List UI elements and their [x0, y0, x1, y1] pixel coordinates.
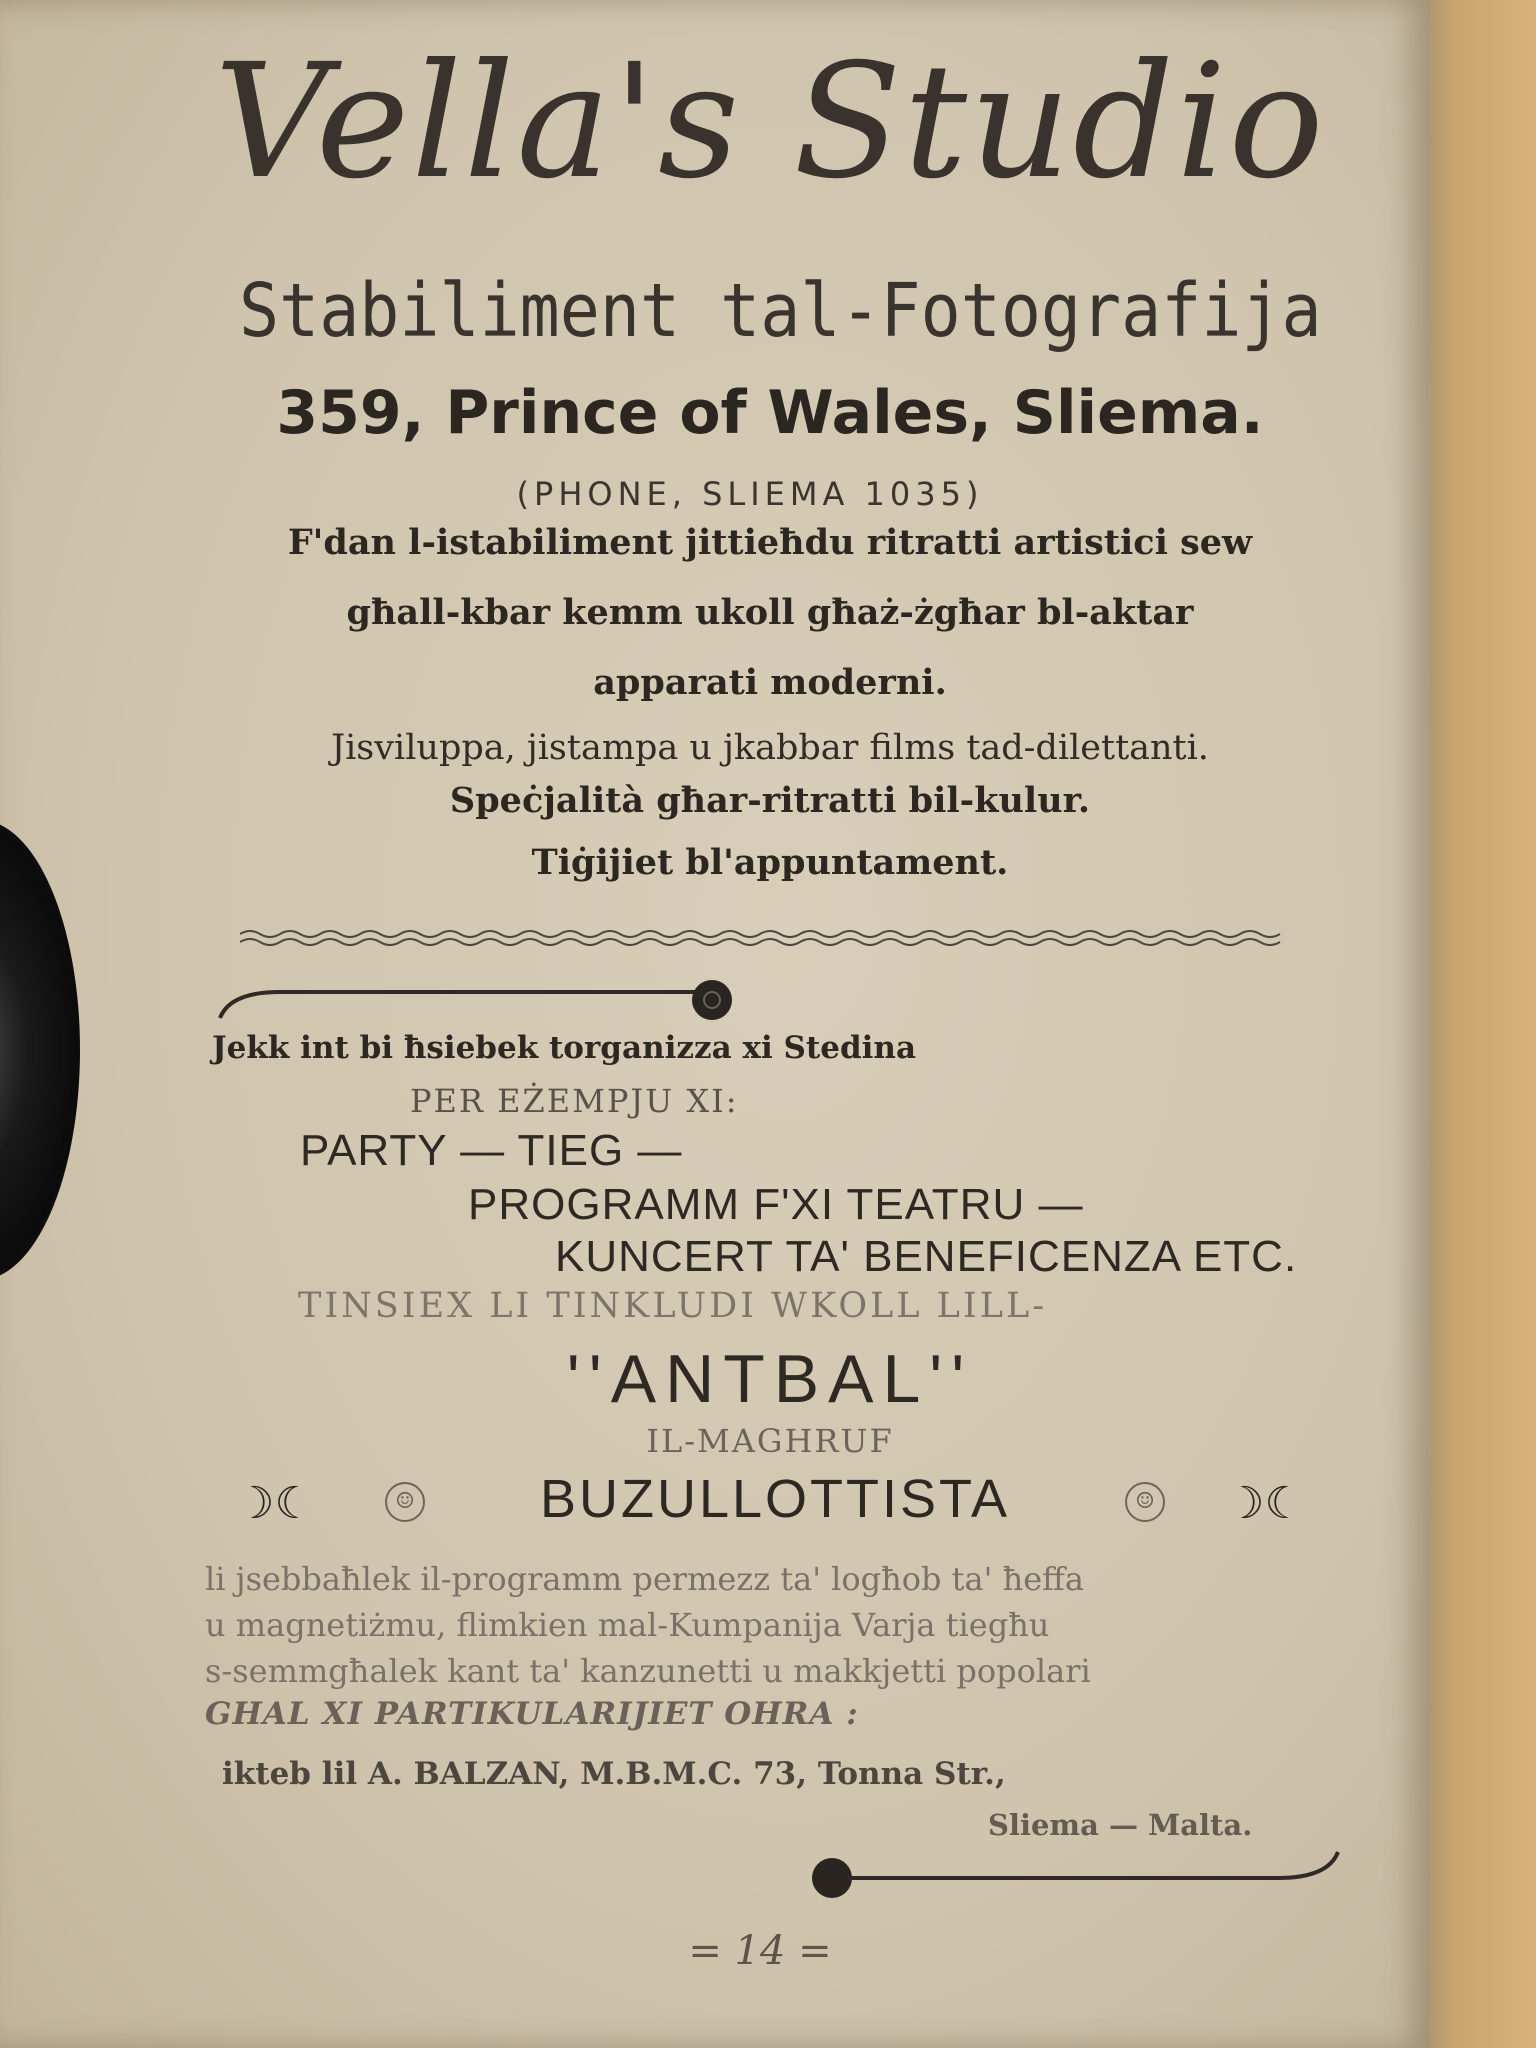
- advert-name: ''ANTBAL'': [566, 1341, 974, 1417]
- advert-tinsiex: TINSIEX LI TINKLUDI WKOLL LILL-: [298, 1286, 1048, 1326]
- crescent-moons-icon: ☽☾: [235, 1478, 314, 1529]
- studio-title: Vella's Studio: [214, 30, 1326, 214]
- studio-line-4: Jisviluppa, jistampa u jkabbar films tad-dilettanti.: [331, 728, 1209, 768]
- studio-address: 359, Prince of Wales, Sliema.: [276, 378, 1264, 448]
- advert-example: PER EŻEMPJU XI:: [410, 1082, 739, 1120]
- studio-line-6: Tiġijiet bl'appuntament.: [531, 842, 1009, 883]
- studio-subtitle: Stabiliment tal-Fotografija: [239, 268, 1322, 354]
- background-right: [1420, 0, 1536, 2048]
- face-medallion-icon: ☺: [385, 1482, 425, 1522]
- advert-known: IL-MAGHRUF: [646, 1422, 894, 1460]
- studio-line-2: għall-kbar kemm ukoll għaż-żgħar bl-aktar: [346, 592, 1194, 633]
- crescent-moons-icon: ☽☾: [1225, 1478, 1304, 1529]
- buzullottista-row: [225, 1468, 1325, 1538]
- advert-role: BUZULLOTTISTA: [539, 1469, 1011, 1529]
- advert-body-1: li jsebbaħlek il-programm permezz ta' logħob ta' ħeffa: [205, 1560, 1084, 1598]
- advert-contact: ikteb lil A. BALZAN, M.B.M.C. 73, Tonna Str.,: [222, 1756, 1006, 1792]
- advert-line-3: KUNCERT TA' BENEFICENZA ETC.: [555, 1232, 1298, 1281]
- face-medallion-icon: ☺: [1125, 1482, 1165, 1522]
- studio-phone: (PHONE, SLIEMA 1035): [516, 475, 984, 513]
- advert-intro: Jekk int bi ħsiebek torganizza xi Stedina: [212, 1030, 917, 1066]
- advert-body-3: s-semmgħalek kant ta' kanzunetti u makkjetti popolari: [205, 1652, 1091, 1690]
- wavy-divider: [240, 926, 1290, 950]
- ornament-divider-top: [210, 978, 740, 1028]
- studio-line-1: F'dan l-istabiliment jittieħdu ritratti artistici sew: [287, 522, 1253, 563]
- ornament-divider-bottom: [808, 1848, 1348, 1898]
- advert-location: Sliema — Malta.: [988, 1808, 1253, 1842]
- advert-body-2: u magnetiżmu, flimkien mal-Kumpanija Varja tiegħu: [205, 1606, 1050, 1644]
- studio-line-5: Speċjalità għar-ritratti bil-kulur.: [449, 780, 1091, 821]
- advert-ghal: GHAL XI PARTIKULARIJIET OHRA :: [205, 1696, 859, 1732]
- page-number: = 14 =: [688, 1928, 832, 1974]
- studio-line-3: apparati moderni.: [593, 662, 947, 703]
- advert-line-1: PARTY — TIEG —: [300, 1126, 683, 1175]
- advert-line-2: PROGRAMM F'XI TEATRU —: [468, 1180, 1084, 1229]
